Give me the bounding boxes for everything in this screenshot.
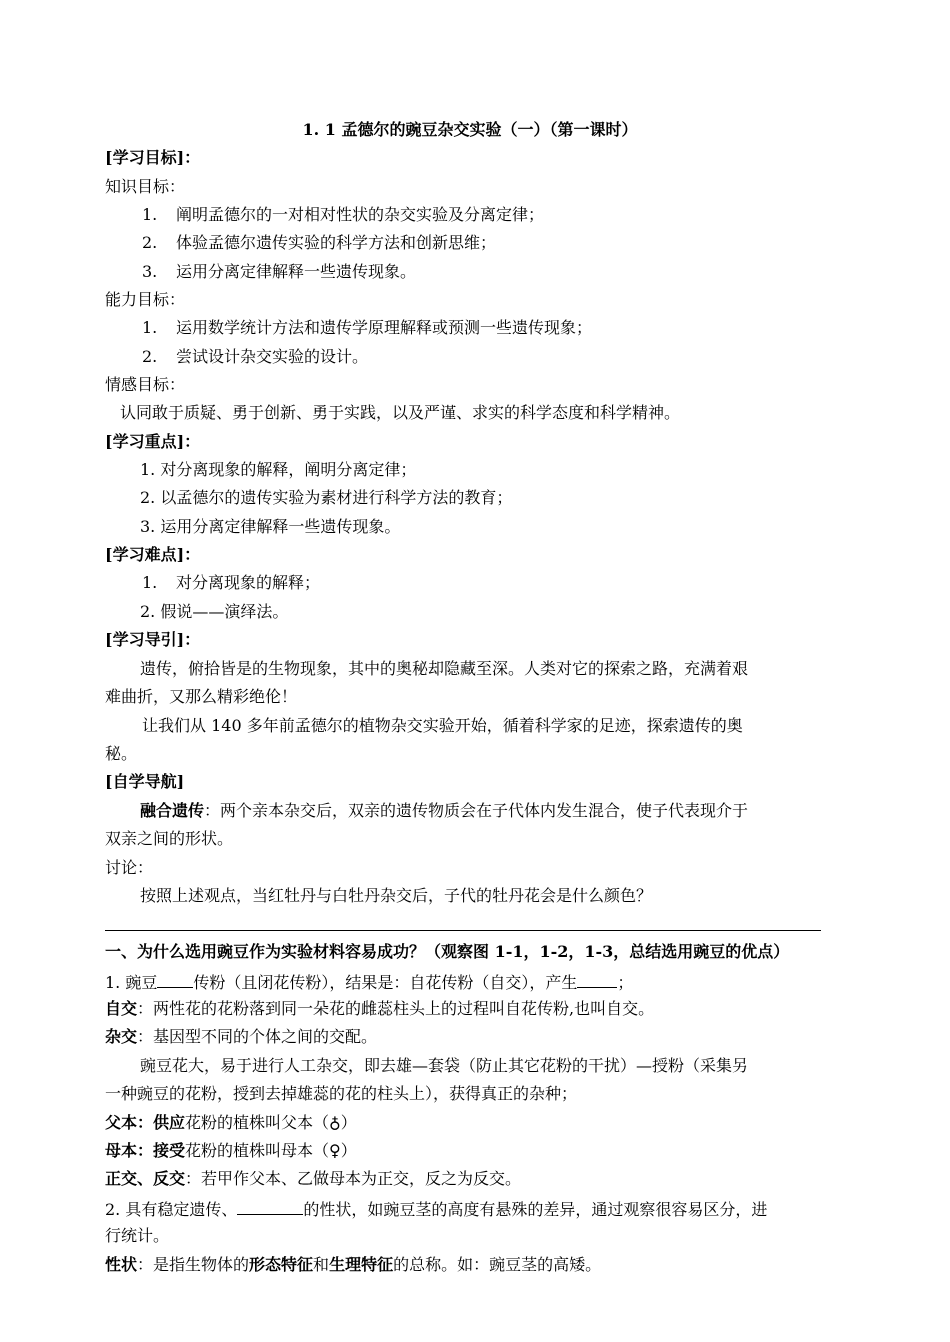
fill-in-blank — [237, 1198, 303, 1215]
knowledge-label: 知识目标： — [105, 177, 186, 196]
pea-paragraph-line-1: 豌豆花大，易于进行人工杂交，即去雄—套袋（防止其它花粉的干扰）—授粉（采集另 — [140, 1056, 749, 1075]
text-part: 1. 豌豆 — [105, 973, 158, 992]
item-text: 体验孟德尔遗传实验的科学方法和创新思维； — [176, 233, 497, 252]
ability-item-2 — [142, 347, 368, 369]
item-text: 运用分离定律解释一些遗传现象。 — [176, 262, 417, 281]
self-study-heading: [自学导航] — [105, 772, 185, 791]
selfing-definition — [105, 999, 654, 1021]
mother-definition — [105, 1141, 357, 1163]
text-part: ：是指生物体的 — [137, 1255, 250, 1274]
emphasis: 供应 — [153, 1113, 186, 1132]
item-1-line — [105, 971, 633, 993]
blending-inheritance-line-2: 双亲之间的形状。 — [105, 829, 234, 848]
term: 正交、反交 — [105, 1169, 186, 1188]
item-number: 3. — [142, 262, 158, 281]
term: 性状 — [105, 1255, 138, 1274]
page-title: 1. 1 孟德尔的豌豆杂交实验（一）（第一课时） — [302, 120, 638, 139]
fill-in-blank — [577, 971, 617, 988]
term: 杂交 — [105, 1027, 138, 1046]
cross-definition — [105, 1027, 377, 1049]
item-text: 尝试设计杂交实验的设计。 — [176, 347, 369, 366]
item-text: 阐明孟德尔的一对相对性状的杂交实验及分离定律； — [176, 205, 545, 224]
term: 父本： — [105, 1113, 154, 1132]
item-number: 2. — [142, 347, 158, 366]
guide-paragraph-2-line-2: 秘。 — [105, 744, 138, 763]
trait-definition — [105, 1255, 601, 1277]
item-text: 对分离现象的解释； — [176, 573, 321, 592]
objectives-heading: [学习目标]： — [105, 148, 201, 167]
key-points-heading: [学习重点]： — [105, 432, 201, 451]
term: 自交 — [105, 999, 138, 1018]
text-part: 的总称。如：豌豆茎的高矮。 — [393, 1255, 602, 1274]
item-2-line-2: 行统计。 — [105, 1226, 170, 1245]
definition: ：基因型不同的个体之间的交配。 — [137, 1027, 378, 1046]
emphasis: 生理特征 — [329, 1255, 394, 1274]
guide-heading: [学习导引]： — [105, 630, 201, 649]
answer-line — [105, 930, 821, 931]
text-part: 和 — [313, 1255, 330, 1274]
fill-in-blank — [157, 971, 193, 988]
text-part: 传粉（且闭花传粉），结果是：自花传粉（自交），产生 — [193, 973, 578, 992]
discussion-label: 讨论： — [105, 858, 154, 877]
key-point-2: 2. 以孟德尔的遗传实验为素材进行科学方法的教育； — [140, 488, 513, 507]
emphasis: 接受 — [153, 1141, 186, 1160]
difficulty-1 — [142, 573, 320, 595]
item-text: 运用数学统计方法和遗传学原理解释或预测一些遗传现象； — [176, 318, 593, 337]
ability-item-1 — [142, 318, 592, 340]
ability-label: 能力目标： — [105, 290, 186, 309]
definition: ：若甲作父本、乙做母本为正交，反之为反交。 — [185, 1169, 522, 1188]
term: 母本： — [105, 1141, 154, 1160]
section-1-heading: 一、为什么选用豌豆作为实验材料容易成功？（观察图 1-1，1-2，1-3，总结选用豌豆的优点） — [105, 942, 790, 961]
definition: ：两性花的花粉落到同一朵花的雌蕊柱头上的过程叫自花传粉,也叫自交。 — [137, 999, 655, 1018]
knowledge-item-2 — [142, 233, 496, 255]
reciprocal-cross-definition — [105, 1169, 521, 1191]
item-number: 1. — [142, 205, 158, 224]
difficulties-heading: [学习难点]： — [105, 545, 201, 564]
knowledge-item-1 — [142, 205, 544, 227]
definition: ：两个亲本杂交后，双亲的遗传物质会在子代体内发生混合，使子代表现介于 — [204, 801, 749, 820]
father-definition — [105, 1113, 357, 1135]
item-number: 2. — [142, 233, 158, 252]
pea-paragraph-line-2: 一种豌豆的花粉，授到去掉雄蕊的花的柱头上），获得真正的杂种； — [105, 1084, 578, 1103]
difficulty-2: 2. 假说——演绎法。 — [140, 602, 289, 621]
item-2-line-1 — [105, 1198, 767, 1220]
guide-paragraph-1-line-1: 遗传，俯拾皆是的生物现象，其中的奥秘却隐藏至深。人类对它的探索之路，充满着艰 — [140, 659, 749, 678]
blending-inheritance-line-1 — [140, 801, 748, 823]
knowledge-item-3 — [142, 262, 416, 284]
key-point-3: 3. 运用分离定律解释一些遗传现象。 — [140, 517, 401, 536]
term: 融合遗传 — [140, 801, 205, 820]
item-number: 1. — [142, 573, 158, 592]
key-point-1: 1. 对分离现象的解释，阐明分离定律； — [140, 460, 417, 479]
definition: 花粉的植株叫父本（♁） — [185, 1113, 357, 1132]
text-part: 2. 具有稳定遗传、 — [105, 1200, 238, 1219]
emphasis: 形态特征 — [249, 1255, 314, 1274]
emotion-text: 认同敢于质疑、勇于创新、勇于实践，以及严谨、求实的科学态度和科学精神。 — [120, 403, 681, 422]
text-part: 的性状，如豌豆茎的高度有悬殊的差异，通过观察很容易区分，进 — [303, 1200, 768, 1219]
discussion-question: 按照上述观点，当红牡丹与白牡丹杂交后，子代的牡丹花会是什么颜色？ — [140, 886, 653, 905]
guide-paragraph-1-line-2: 难曲折，又那么精彩绝伦！ — [105, 687, 298, 706]
item-number: 1. — [142, 318, 158, 337]
text-part: ； — [617, 973, 634, 992]
emotion-label: 情感目标： — [105, 375, 186, 394]
definition: 花粉的植株叫母本（♀） — [185, 1141, 357, 1160]
guide-paragraph-2-line-1: 让我们从 140 多年前孟德尔的植物杂交实验开始，循着科学家的足迹，探索遗传的奥 — [142, 716, 743, 735]
